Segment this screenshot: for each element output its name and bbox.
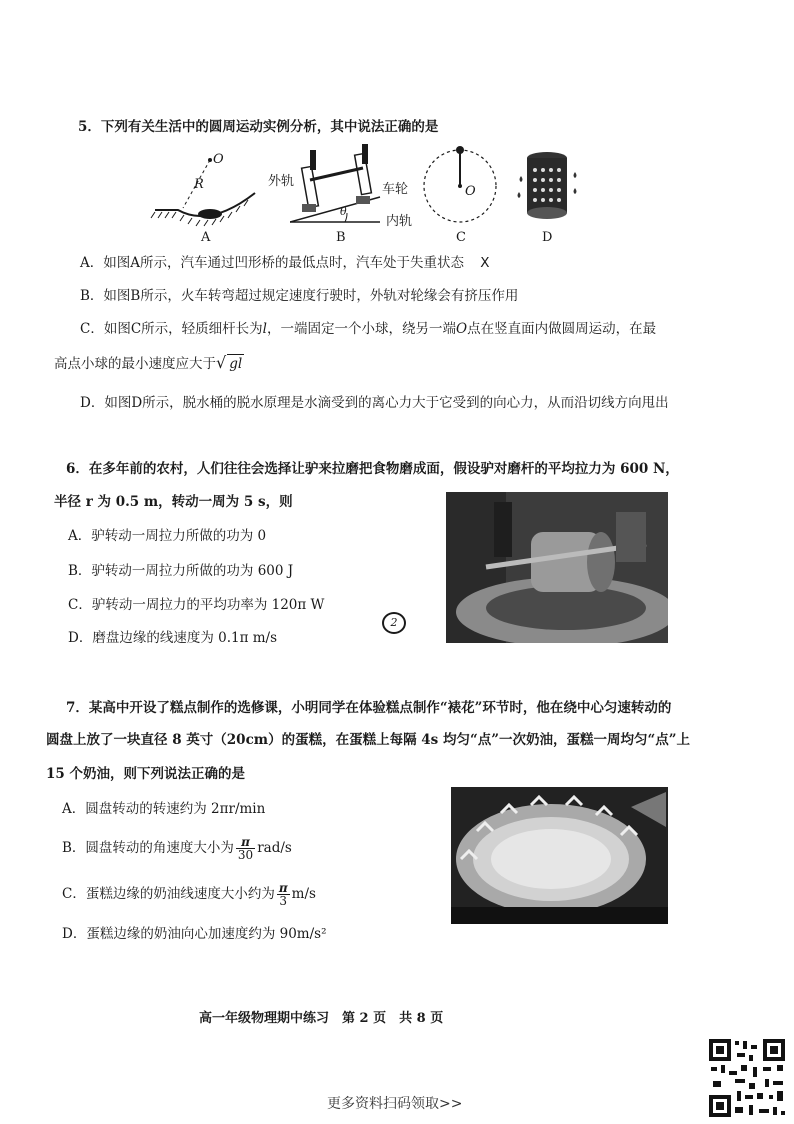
fig-b-caption: B bbox=[336, 230, 346, 245]
fig-a-caption: A bbox=[201, 230, 211, 245]
fraction-denominator: 30 bbox=[237, 848, 254, 862]
fraction bbox=[236, 836, 255, 861]
fraction-numerator: π bbox=[236, 836, 255, 849]
answer-mark-text: 2 bbox=[390, 616, 398, 629]
q6-stem-line2: 半径 r 为 0.5 m，转动一周为 5 s，则 bbox=[54, 494, 293, 510]
car-icon bbox=[198, 209, 222, 219]
q5-option-d[interactable]: D．如图D所示，脱水桶的脱水原理是水滴受到的离心力大于它受到的向心力，从而沿切线方向甩出 bbox=[80, 395, 669, 411]
figure-d-spin-dryer bbox=[515, 148, 580, 228]
fraction bbox=[277, 882, 290, 907]
q6-option-d[interactable]: D．磨盘边缘的线速度为 0.1π m/s bbox=[68, 630, 278, 646]
fig-c-caption: C bbox=[456, 230, 466, 245]
q7-option-a[interactable]: A．圆盘转动的转速约为 2πr/min bbox=[62, 801, 266, 817]
q5-option-a-text: A．如图A所示，汽车通过凹形桥的最低点时，汽车处于失重状态 bbox=[80, 255, 464, 271]
answer-mark bbox=[382, 612, 406, 634]
q6-option-a[interactable]: A．驴转动一周拉力所做的功为 0 bbox=[68, 528, 267, 544]
fraction-numerator: π bbox=[278, 881, 288, 895]
q6-option-c[interactable]: C．驴转动一周拉力的平均功率为 120π W bbox=[68, 597, 325, 613]
cake-photo bbox=[451, 787, 668, 924]
q7-option-c-text: C．蛋糕边缘的奶油线速度大小约为 bbox=[62, 886, 275, 902]
q7-stem-line3: 15 个奶油，则下列说法正确的是 bbox=[46, 766, 245, 782]
millstone-photo bbox=[446, 492, 668, 643]
fig-b-outer-label: 外轨 bbox=[268, 174, 295, 189]
q7-stem-line1: 7．某高中开设了糕点制作的选修课，小明同学在体验糕点制作“裱花”环节时，他在绕中心匀速转动的 bbox=[66, 700, 672, 716]
fig-d-caption: D bbox=[542, 230, 553, 245]
q5-option-c-part2: ，一端固定一个小球，绕另一端 bbox=[267, 321, 456, 337]
q7-option-b[interactable] bbox=[62, 836, 292, 861]
q7-option-d[interactable]: D．蛋糕边缘的奶油向心加速度约为 90m/s² bbox=[62, 926, 327, 942]
scan-prompt[interactable]: 更多资料扫码领取>> bbox=[327, 1096, 463, 1112]
fig-b-inner-label: 内轨 bbox=[386, 214, 413, 229]
fig-c-o-label: O bbox=[465, 184, 476, 199]
cross-mark-icon: X bbox=[480, 255, 490, 271]
sqrt-symbol: √ bbox=[216, 353, 227, 372]
q5-option-c-sqrt: gl bbox=[229, 356, 243, 372]
fraction-denominator: 3 bbox=[279, 894, 288, 908]
q6-option-b[interactable]: B．驴转动一周拉力所做的功为 600 J bbox=[68, 563, 294, 579]
fig-a-r-label: R bbox=[194, 177, 204, 192]
q5-option-c-part3: 点在竖直面内做圆周运动，在最 bbox=[467, 321, 657, 337]
q7-option-c[interactable] bbox=[62, 882, 316, 907]
q5-option-c-part1: C．如图C所示，轻质细杆长为 bbox=[80, 321, 263, 337]
fig-b-wheel-label: 车轮 bbox=[382, 182, 409, 197]
qr-code-icon[interactable] bbox=[707, 1037, 787, 1119]
q5-option-a[interactable] bbox=[80, 254, 490, 272]
q6-stem-line1: 6．在多年前的农村，人们往往会选择让驴来拉磨把食物磨成面，假设驴对磨杆的平均拉力为 600 N， bbox=[66, 461, 679, 477]
q5-option-c[interactable] bbox=[80, 320, 656, 338]
q5-option-c-o: O bbox=[456, 321, 468, 337]
figure-c-rod-circle bbox=[420, 142, 500, 227]
page-footer: 高一年级物理期中练习 第 2 页 共 8 页 bbox=[199, 1011, 444, 1026]
q7-option-b-text: B．圆盘转动的角速度大小为 bbox=[62, 840, 234, 856]
q5-option-c-cont bbox=[54, 354, 244, 373]
q5-option-c-part4: 高点小球的最小速度应大于 bbox=[54, 356, 216, 372]
q7-stem-line2: 圆盘上放了一块直径 8 英寸（20cm）的蛋糕，在蛋糕上每隔 4s 均匀“点”一次奶油，蛋糕一周均匀“点”上 bbox=[46, 732, 691, 748]
figure-a-concave-bridge bbox=[150, 148, 265, 228]
q5-option-c-l: l bbox=[262, 321, 267, 337]
q7-option-b-unit: rad/s bbox=[257, 840, 292, 856]
q5-stem: 5．下列有关生活中的圆周运动实例分析，其中说法正确的是 bbox=[78, 119, 439, 135]
q7-option-c-unit: m/s bbox=[291, 886, 316, 902]
fig-a-o-label: O bbox=[213, 152, 224, 167]
fig-b-theta-label: θ bbox=[340, 205, 347, 218]
q5-option-b[interactable]: B．如图B所示，火车转弯超过规定速度行驶时，外轨对轮缘会有挤压作用 bbox=[80, 288, 519, 304]
